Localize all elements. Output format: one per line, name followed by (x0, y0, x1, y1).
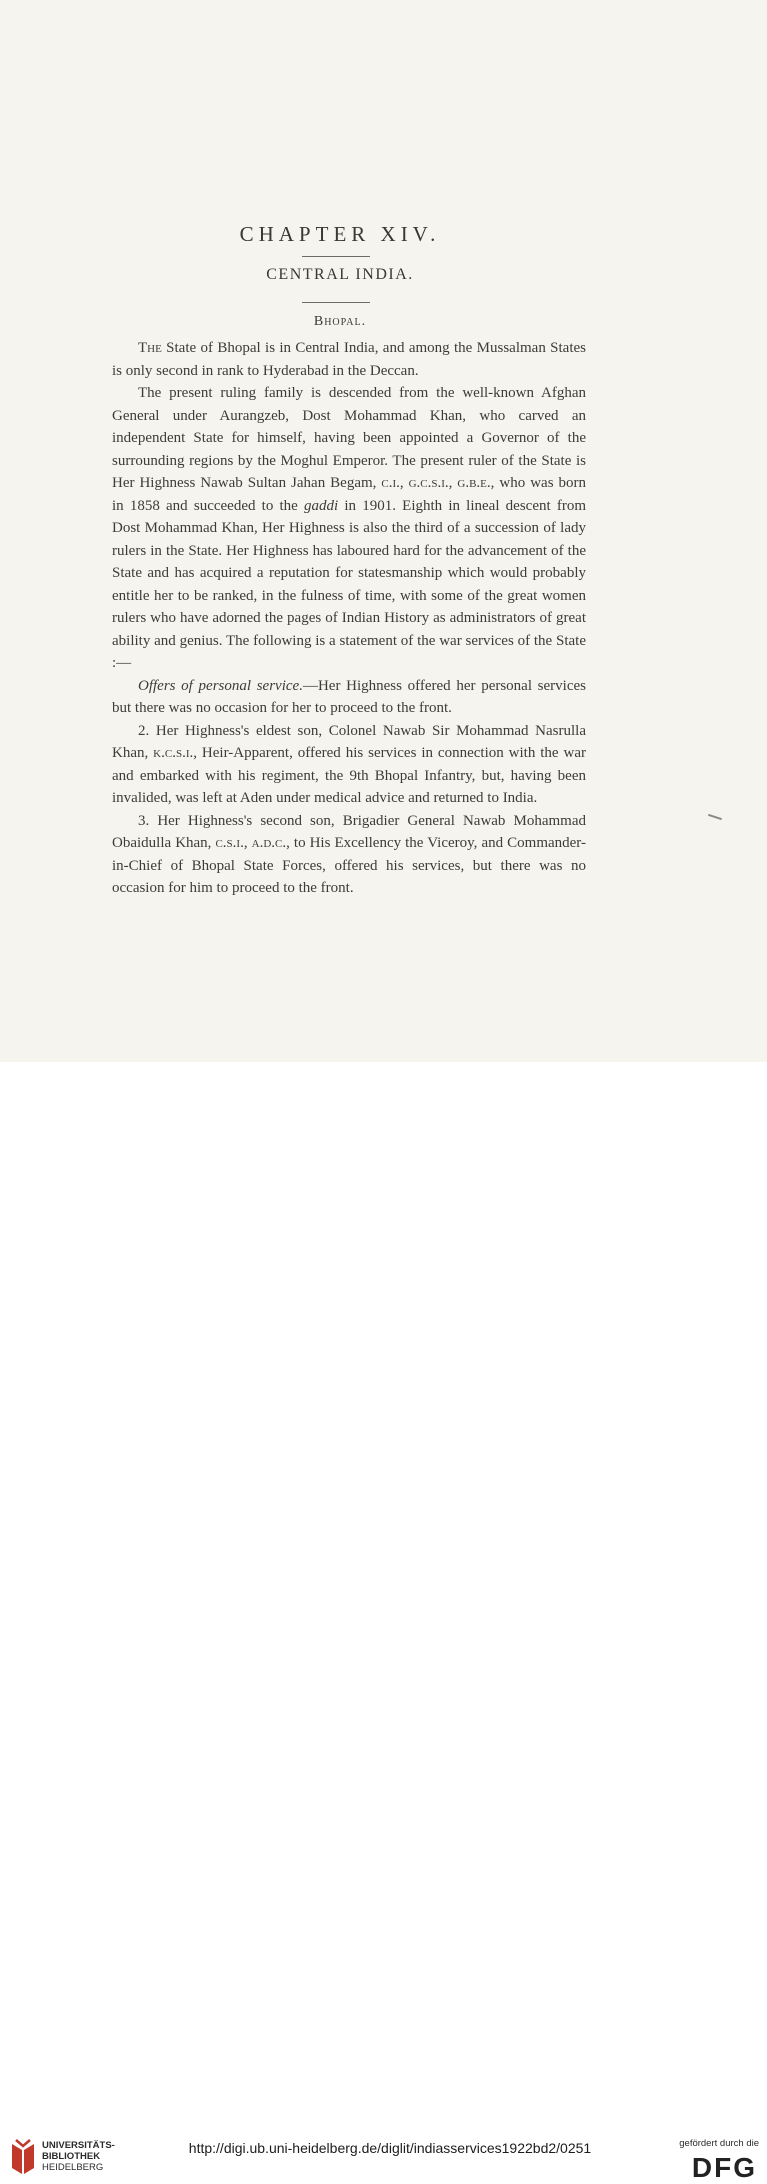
paragraph (112, 675, 586, 720)
paragraph-text: Heir-Apparent, offered his services in connection with the war and embarked with his regiment, the 9th Bhopal Infantry, but, having been invalided, was left at Aden under medical advice and returned to India. (112, 745, 586, 806)
divider-rule (302, 302, 370, 303)
subsection-heading: Bhopal. (313, 314, 367, 329)
lead-word: The (138, 340, 162, 356)
body-text (112, 337, 586, 900)
library-line: BIBLIOTHEK (42, 2151, 101, 2162)
section-heading: CENTRAL INDIA. (266, 266, 414, 283)
dfg-logo: DFG (691, 2152, 757, 2183)
honorific-titles: c.i., g.c.s.i., g.b.e., (381, 475, 495, 491)
paragraph (112, 720, 586, 810)
paragraph-text: to His Excellency the Viceroy, and Commander-in-Chief of Bhopal State Forces, offered his services, but there was no occasion for him to proceed to the front. (112, 835, 586, 896)
library-line: UNIVERSITÄTS- (42, 2140, 115, 2151)
paragraph (112, 810, 586, 900)
funded-by-label: gefördert durch die (679, 2138, 759, 2149)
honorific-titles: c.s.i., a.d.c., (215, 835, 290, 851)
digitization-footer (0, 1062, 767, 2183)
margin-mark (708, 814, 722, 820)
honorific-titles: k.c.s.i., (153, 745, 197, 761)
paragraph-text: in 1901. Eighth in lineal descent from Dost Mohammad Khan, Her Highness is also the third of a succession of lady rulers in the State. Her Highness has laboured hard for the advancement of the State and has acquired a reputation for statesmanship which would probably entitle her to be ranked, in the fulness of time, with some of the great women rulers who have adorned the pages of Indian History as administrators of great ability and genius. The following is a statement of the war services of the State :— (112, 497, 586, 671)
paragraph-text: who was born in 1858 and succeeded to the (112, 475, 587, 514)
divider-rule (302, 256, 370, 257)
paragraph-text: 3. Her Highness's second son, Brigadier General Nawab Mohammad Obaidulla Khan, (112, 812, 586, 851)
paragraph-text: —Her Highness offered her personal services but there was no occasion for her to proceed to the front. (112, 677, 586, 716)
library-line: HEIDELBERG (42, 2162, 104, 2173)
italic-heading: Offers of personal service. (138, 677, 303, 694)
paragraph-text: 2. Her Highness's eldest son, Colonel Nawab Sir Mohammad Nasrulla Khan, (112, 722, 586, 761)
paragraph-text: State of Bhopal is in Central India, and among the Mussalman States is only second in rank to Hyderabad in the Deccan. (112, 340, 586, 379)
scanned-page (0, 0, 767, 1062)
ub-heidelberg-logo-icon (8, 2136, 38, 2176)
paragraph (112, 382, 586, 675)
chapter-heading: CHAPTER XIV. (239, 222, 441, 246)
permalink-url[interactable]: http://digi.ub.uni-heidelberg.de/diglit/indiasservices1922bd2/0251 (188, 2140, 592, 2156)
paragraph-text: The present ruling family is descended from the well-known Afghan General under Aurangzeb, Dost Mohammad Khan, who carved an independent State for himself, having been appointed a Governor of the surrounding regions by the Moghul Emperor. The present ruler of the State is Her Highness Nawab Sultan Jahan Begam, (112, 385, 586, 491)
paragraph (112, 337, 586, 382)
library-name (42, 2140, 115, 2173)
italic-word: gaddi (304, 497, 339, 514)
